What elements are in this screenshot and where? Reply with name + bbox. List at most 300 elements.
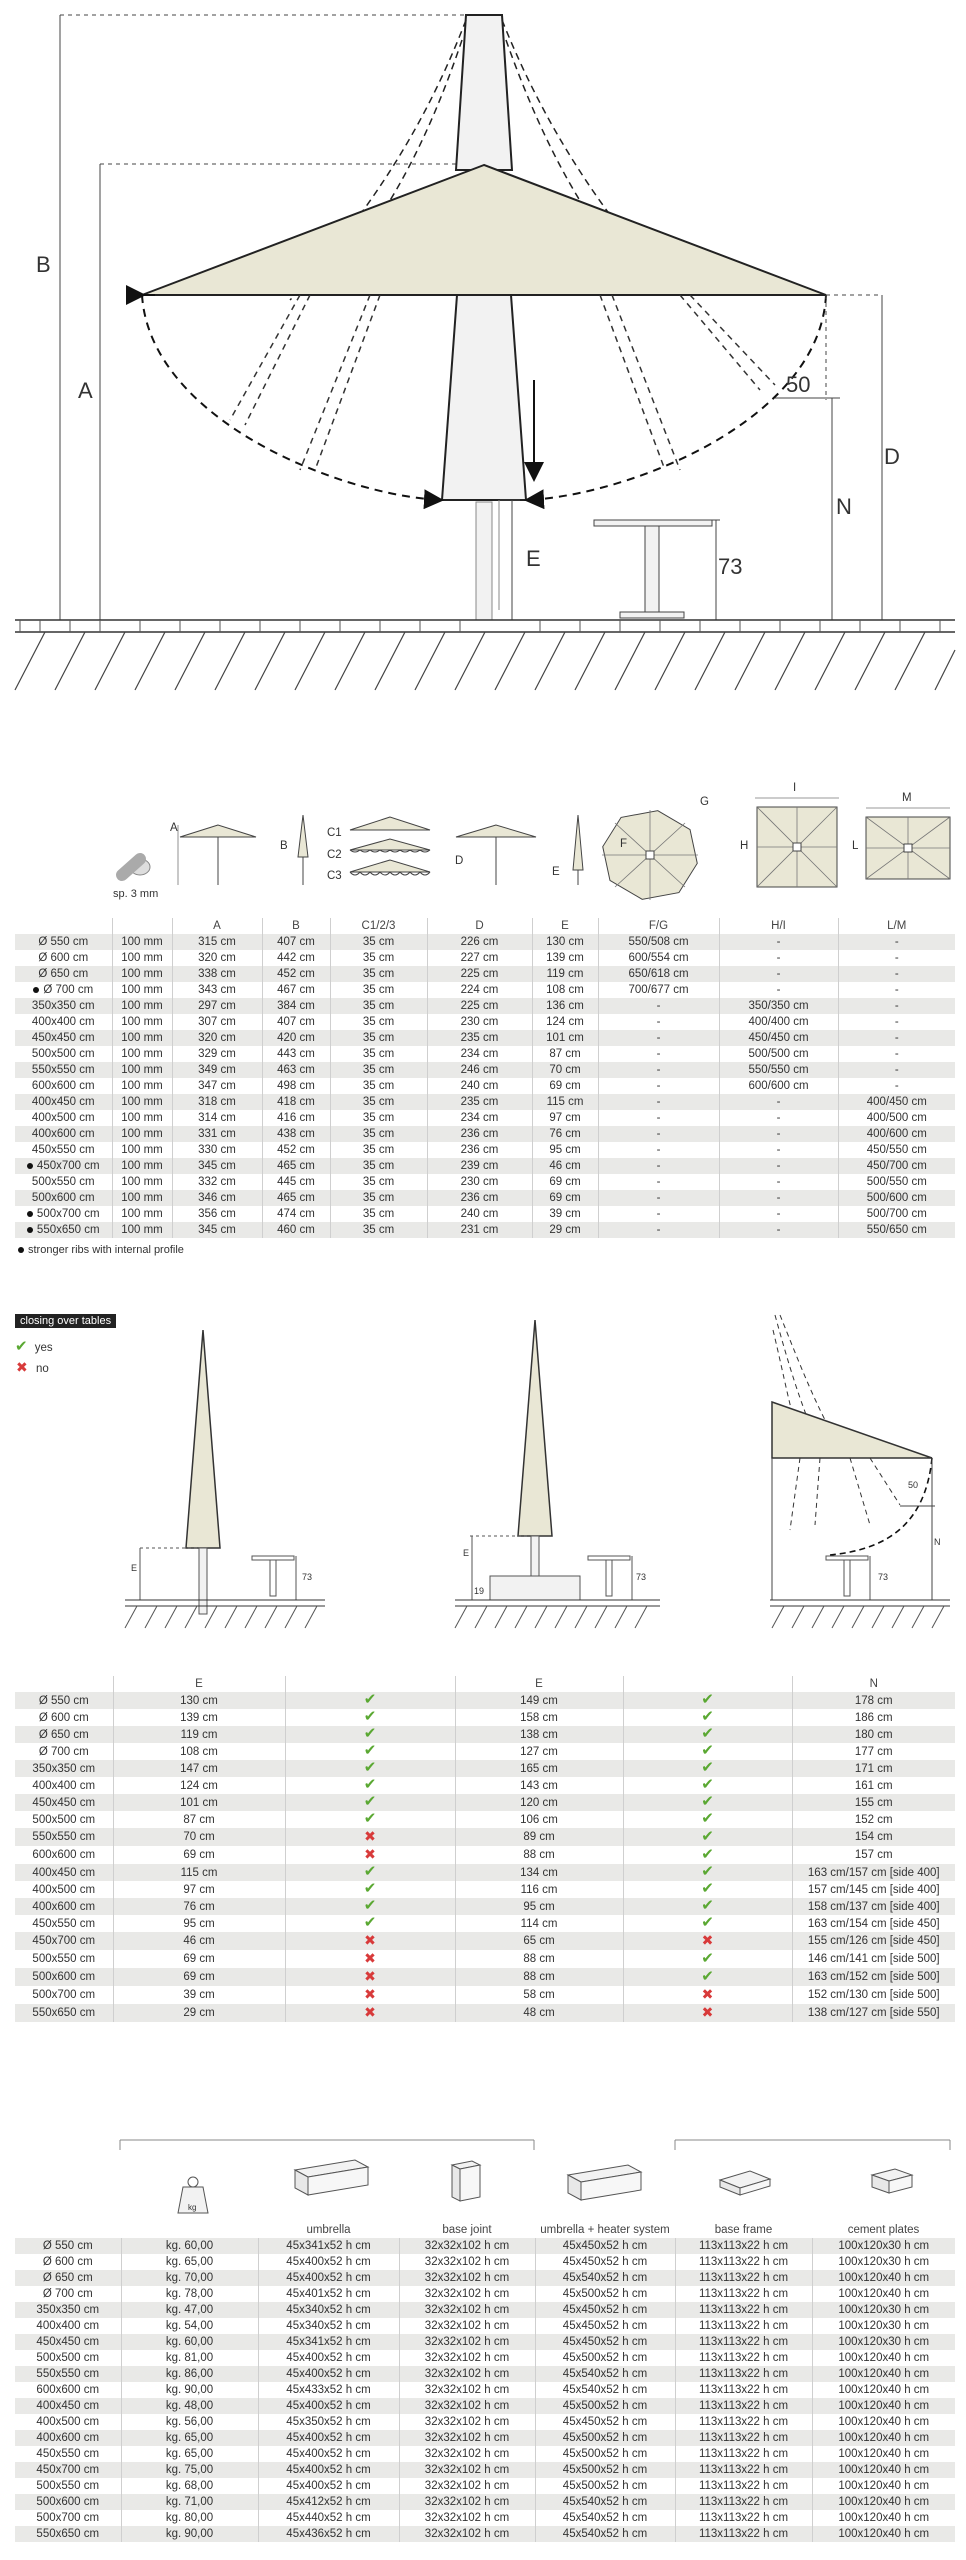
cell-value: 35 cm [362, 1080, 395, 1092]
table-cell [598, 950, 719, 966]
table-cell [330, 1158, 427, 1174]
table-cell [399, 2302, 535, 2318]
table-cell [598, 1142, 719, 1158]
table-cell [535, 2334, 675, 2350]
table-cell [330, 1190, 427, 1206]
table-cell [15, 2478, 121, 2494]
table-cell [15, 2238, 121, 2254]
table-cell [792, 1968, 955, 1986]
check-icon: ✔ [701, 1709, 714, 1725]
cell-value: 48 cm [523, 2007, 555, 2019]
check-icon: ✔ [363, 1709, 377, 1725]
cell-value: 88 cm [523, 1849, 555, 1861]
table-cell [427, 1190, 532, 1206]
cell-value: 450x550 cm [36, 2448, 100, 2460]
table-cell [121, 2286, 258, 2302]
table-row [15, 1126, 955, 1142]
cell-value: 400x600 cm [36, 2432, 100, 2444]
cross-icon: ✖ [364, 1968, 376, 1984]
table-cell [675, 2366, 812, 2382]
table-cell [262, 1062, 330, 1078]
check-icon: ✔ [701, 1898, 714, 1914]
cell-value: 177 cm [854, 1745, 893, 1758]
table-cell [792, 1846, 955, 1864]
cell-value: 45x433x52 h cm [286, 2384, 371, 2396]
cell-value: 350/350 cm [748, 1000, 809, 1012]
table-cell [15, 2462, 121, 2478]
cell-value: 45x440x52 h cm [286, 2512, 371, 2524]
cell-value: 45x400x52 h cm [286, 2256, 371, 2268]
cell-value: 224 cm [460, 984, 499, 996]
cell-value: 500x700 cm [32, 1989, 96, 2001]
check-icon: ✔ [701, 1864, 714, 1880]
table-cell [838, 1030, 955, 1046]
table-cell [675, 2510, 812, 2526]
cell-value: 450x700 cm [36, 1160, 100, 1172]
table1-header-7: F/G [598, 918, 719, 934]
cell-value: 69 cm [183, 1953, 215, 1965]
cell-value: kg. 65,00 [165, 2256, 214, 2268]
table-row [15, 1828, 955, 1846]
table-cell [121, 2334, 258, 2350]
closing-label-19: 19 [474, 1586, 485, 1596]
cell-value: - [776, 1208, 781, 1220]
cell-value: 124 cm [546, 1016, 584, 1028]
table-cell [399, 2334, 535, 2350]
table-row [15, 1158, 955, 1174]
table-cell [330, 1126, 427, 1142]
table-cell [792, 1777, 955, 1794]
table-cell [455, 1777, 623, 1794]
table-cell [113, 1915, 285, 1932]
row-size-cell [15, 1014, 112, 1030]
table-cell [15, 1915, 113, 1932]
cell-value: 500x500 cm [36, 2352, 100, 2364]
table-cell [258, 2414, 399, 2430]
table-cell [623, 1811, 792, 1828]
cell-value: 234 cm [460, 1112, 499, 1124]
cell-value: 32x32x102 h cm [424, 2464, 510, 2476]
table-cell [262, 998, 330, 1014]
table-cell [15, 1881, 113, 1898]
icon-label-b: B [280, 840, 288, 852]
cell-value: 438 cm [277, 1128, 315, 1140]
cell-value: Ø 700 cm [43, 984, 94, 996]
cell-value: 32x32x102 h cm [424, 2528, 510, 2540]
cell-value: 155 cm [854, 1796, 893, 1809]
table-cell [719, 1094, 838, 1110]
table-cell [427, 1030, 532, 1046]
cell-value: 154 cm [854, 1831, 893, 1843]
cell-value: 500/700 cm [866, 1208, 927, 1220]
cell-value: 100x120x40 h cm [838, 2496, 930, 2508]
cell-value: 246 cm [460, 1064, 499, 1076]
table-cell [121, 2270, 258, 2286]
table-row [15, 1206, 955, 1222]
cell-value: 331 cm [198, 1128, 236, 1140]
table-row [15, 1881, 955, 1898]
cell-value: 113x113x22 h cm [698, 2464, 789, 2476]
icon-label-m: M [902, 792, 912, 804]
cell-value: 100 mm [121, 1064, 163, 1076]
table-cell [812, 2478, 955, 2494]
table-cell [330, 950, 427, 966]
cell-value: 235 cm [460, 1096, 499, 1108]
cell-value: 315 cm [198, 936, 236, 948]
icon-label-a: A [170, 822, 178, 834]
table-cell [535, 2302, 675, 2318]
cross-icon: ✖ [364, 1846, 376, 1862]
table-cell [399, 2494, 535, 2510]
table-cell [262, 1078, 330, 1094]
cell-value: 45x540x52 h cm [562, 2272, 648, 2284]
table3-header-5: base frame [714, 2224, 773, 2236]
table-row [15, 2270, 955, 2286]
check-icon: ✔ [363, 1777, 377, 1793]
table-cell [675, 2462, 812, 2478]
table-cell [838, 1142, 955, 1158]
cell-value: 550x550 cm [36, 2368, 100, 2380]
table-cell [330, 966, 427, 982]
table1-header-3: B [262, 918, 330, 934]
cell-value: 400/400 cm [748, 1016, 809, 1028]
table-cell [532, 1014, 598, 1030]
cell-value: 101 cm [180, 1796, 218, 1809]
table-cell [719, 1030, 838, 1046]
table-cell [598, 998, 719, 1014]
cell-value: 119 cm [180, 1728, 218, 1741]
cell-value: 69 cm [549, 1080, 581, 1092]
table-cell [258, 2494, 399, 2510]
table-row [15, 2286, 955, 2302]
cell-value: 400x500 cm [31, 1112, 95, 1124]
cell-value: 400/500 cm [866, 1112, 927, 1124]
row-size-cell [15, 1158, 112, 1174]
table-row [15, 1777, 955, 1794]
dim-label-fifty: 50 [786, 372, 811, 397]
table-cell [675, 2430, 812, 2446]
table-cell [455, 1709, 623, 1726]
cell-value: kg. 90,00 [165, 2384, 214, 2396]
cell-value: 87 cm [183, 1813, 215, 1826]
table-cell [113, 1794, 285, 1811]
cell-value: 450/550 cm [866, 1144, 927, 1156]
table-cell [623, 1932, 792, 1950]
cell-value: 32x32x102 h cm [424, 2400, 510, 2412]
table-cell [172, 1222, 262, 1238]
table-cell [812, 2414, 955, 2430]
table-cell [838, 966, 955, 982]
cell-value: 76 cm [183, 1900, 215, 1913]
reinforced-marker-icon [27, 1227, 33, 1233]
table-row [15, 1726, 955, 1743]
table-cell [258, 2446, 399, 2462]
table-cell [535, 2446, 675, 2462]
row-size-cell [15, 1142, 112, 1158]
table-cell [598, 966, 719, 982]
cell-value: 314 cm [198, 1112, 236, 1124]
table1-header-9: L/M [838, 918, 955, 934]
cell-value: - [776, 1112, 781, 1124]
open-umbrella-diagram-3 [770, 1315, 950, 1628]
cell-value: 45x540x52 h cm [562, 2368, 648, 2380]
cell-value: 236 cm [460, 1144, 499, 1156]
cell-value: 113x113x22 h cm [698, 2496, 789, 2508]
table-cell [112, 1142, 172, 1158]
cross-icon: ✖ [364, 2004, 376, 2020]
cell-value: 35 cm [362, 1016, 395, 1028]
icon-label-e: E [552, 866, 560, 878]
table-cell [330, 1094, 427, 1110]
table-cell [598, 1158, 719, 1174]
cell-value: 550x650 cm [36, 2528, 100, 2540]
cell-value: 100 mm [121, 1096, 163, 1108]
cell-value: 234 cm [460, 1048, 499, 1060]
table-cell [258, 2286, 399, 2302]
cell-value: 347 cm [198, 1080, 236, 1092]
table-cell [330, 1174, 427, 1190]
cell-value: 89 cm [523, 1831, 555, 1843]
cell-value: 346 cm [198, 1192, 236, 1204]
cell-value: 114 cm [520, 1917, 558, 1930]
cell-value: 113x113x22 h cm [698, 2480, 789, 2492]
cell-value: 400x400 cm [36, 2320, 100, 2332]
table-cell [15, 2286, 121, 2302]
cell-value: 332 cm [198, 1176, 236, 1188]
cell-value: 460 cm [277, 1224, 315, 1236]
table-cell [113, 1881, 285, 1898]
table-cell [330, 1014, 427, 1030]
table-cell [112, 1190, 172, 1206]
cell-value: 239 cm [460, 1160, 499, 1172]
table-cell [113, 1828, 285, 1846]
cell-value: 407 cm [277, 936, 315, 948]
table-cell [532, 966, 598, 982]
table2-header-3: E [455, 1676, 623, 1692]
table-cell [285, 1811, 455, 1828]
icon-label-c1: C1 [327, 827, 342, 839]
closing-label-e-2: E [463, 1548, 470, 1558]
cell-value: 400/600 cm [866, 1128, 927, 1140]
table-cell [330, 1142, 427, 1158]
cell-value: 100x120x40 h cm [838, 2480, 930, 2492]
umbrella-heater-box-icon [568, 2165, 641, 2200]
cell-value: kg. 65,00 [165, 2432, 214, 2444]
table-cell [172, 934, 262, 950]
table-cell [285, 1828, 455, 1846]
table-row [15, 982, 955, 998]
table-cell [15, 1709, 113, 1726]
table-cell [285, 2004, 455, 2022]
cell-value: - [894, 1048, 899, 1060]
table-row [15, 2478, 955, 2494]
table-row [15, 1190, 955, 1206]
cell-value: 463 cm [277, 1064, 315, 1076]
table-cell [262, 966, 330, 982]
cell-value: Ø 550 cm [42, 2240, 93, 2252]
table-cell [838, 934, 955, 950]
table-cell [330, 982, 427, 998]
cell-value: 465 cm [277, 1160, 315, 1172]
cell-value: 400x400 cm [31, 1016, 95, 1028]
cell-value: 32x32x102 h cm [424, 2288, 510, 2300]
table-cell [262, 1094, 330, 1110]
check-icon: ✔ [363, 1898, 377, 1914]
cell-value: 320 cm [198, 1032, 236, 1044]
cell-value: - [776, 936, 781, 948]
table-cell [427, 1078, 532, 1094]
table-cell [15, 2446, 121, 2462]
table-cell [285, 1881, 455, 1898]
cell-value: 146 cm/141 cm [side 500] [807, 1953, 940, 1965]
table-cell [121, 2318, 258, 2334]
cell-value: 400x600 cm [32, 1900, 96, 1913]
icon-label-g: G [700, 796, 709, 808]
table-cell [15, 2414, 121, 2430]
table-cell [330, 1030, 427, 1046]
table-cell [121, 2350, 258, 2366]
table-cell [535, 2366, 675, 2382]
table-cell [719, 1078, 838, 1094]
table-cell [113, 1950, 285, 1968]
cell-value: - [776, 1192, 781, 1204]
table-cell [792, 1932, 955, 1950]
cell-value: kg. 47,00 [165, 2304, 214, 2316]
table-cell [172, 998, 262, 1014]
cell-value: 139 cm [180, 1711, 218, 1724]
table-cell [838, 1158, 955, 1174]
cell-value: - [894, 1000, 899, 1012]
cell-value: 29 cm [183, 2007, 215, 2019]
table-cell [838, 1110, 955, 1126]
table-cell [15, 1794, 113, 1811]
cell-value: 349 cm [198, 1064, 236, 1076]
table2-header-2 [285, 1676, 455, 1692]
table-cell [399, 2526, 535, 2542]
cell-value: 100 mm [121, 936, 163, 948]
cell-value: 550/650 cm [866, 1224, 927, 1236]
cell-value: 35 cm [362, 1096, 395, 1108]
table-cell [455, 1915, 623, 1932]
table-cell [675, 2414, 812, 2430]
table-cell [532, 1094, 598, 1110]
row-size-cell [15, 1030, 112, 1046]
table-cell [112, 1078, 172, 1094]
cell-value: 138 cm/127 cm [side 550] [807, 2007, 940, 2019]
table-cell [262, 1110, 330, 1126]
check-icon: ✔ [363, 1743, 377, 1759]
table-cell [598, 1094, 719, 1110]
cell-value: 100 mm [121, 1080, 163, 1092]
table-cell [792, 1726, 955, 1743]
cell-value: - [656, 1032, 661, 1044]
check-icon: ✔ [363, 1760, 377, 1776]
table-cell [399, 2414, 535, 2430]
table-cell [399, 2382, 535, 2398]
cell-value: 88 cm [523, 1971, 555, 1983]
table-cell [15, 1828, 113, 1846]
cell-value: - [776, 1144, 781, 1156]
table-cell [112, 1222, 172, 1238]
cell-value: Ø 550 cm [38, 1694, 89, 1707]
table-cell [113, 1726, 285, 1743]
cell-value: 100 mm [121, 1048, 163, 1060]
dim-label-73: 73 [718, 554, 743, 579]
check-icon: ✔ [701, 1777, 714, 1793]
table-cell [121, 2446, 258, 2462]
cell-value: 35 cm [362, 936, 395, 948]
cell-value: 152 cm [854, 1813, 893, 1826]
table-cell [112, 1014, 172, 1030]
row-size-cell [15, 1046, 112, 1062]
cell-value: 240 cm [460, 1208, 499, 1220]
table-cell [113, 1709, 285, 1726]
table-cell [455, 1828, 623, 1846]
cell-value: - [656, 1000, 661, 1012]
table-cell [262, 1190, 330, 1206]
table-cell [719, 1206, 838, 1222]
table-cell [623, 1846, 792, 1864]
table-cell [399, 2350, 535, 2366]
table-cell [427, 1126, 532, 1142]
table1-header-0 [15, 918, 112, 934]
table-cell [792, 1864, 955, 1881]
cross-icon: ✖ [16, 1359, 28, 1375]
cell-value: kg. 60,00 [165, 2240, 214, 2252]
cell-value: 45x500x52 h cm [562, 2352, 648, 2364]
cell-value: - [656, 1048, 661, 1060]
table-cell [598, 1078, 719, 1094]
cell-value: 400x600 cm [31, 1128, 95, 1140]
table-cell [532, 1030, 598, 1046]
cell-value: 231 cm [460, 1224, 499, 1236]
cell-value: 35 cm [362, 1000, 395, 1012]
cell-value: kg. 86,00 [165, 2368, 214, 2380]
cell-value: 130 cm [180, 1694, 218, 1707]
cell-value: 35 cm [362, 1224, 395, 1236]
table-cell [15, 1811, 113, 1828]
cell-value: 100x120x30 h cm [838, 2336, 930, 2348]
table-cell [623, 1760, 792, 1777]
table-row [15, 1692, 955, 1709]
table-cell [285, 1898, 455, 1915]
cell-value: 450/450 cm [748, 1032, 809, 1044]
cell-value: 113x113x22 h cm [698, 2400, 789, 2412]
cell-value: 550x550 cm [31, 1064, 95, 1076]
icon-label-f: F [620, 838, 628, 850]
cross-icon: ✖ [701, 2004, 714, 2020]
table-cell [285, 1777, 455, 1794]
table-cell [172, 1030, 262, 1046]
table-cell [285, 1726, 455, 1743]
cell-value: 58 cm [523, 1989, 555, 2001]
table-cell [719, 1046, 838, 1062]
table-cell [121, 2366, 258, 2382]
cell-value: 227 cm [460, 952, 499, 964]
cell-value: 297 cm [198, 1000, 236, 1012]
table-cell [623, 1828, 792, 1846]
cell-value: 450x700 cm [36, 2464, 100, 2476]
table-cell [838, 1078, 955, 1094]
cell-value: 100x120x30 h cm [838, 2240, 930, 2252]
cell-value: 32x32x102 h cm [424, 2336, 510, 2348]
table-cell [598, 1014, 719, 1030]
table-cell [838, 982, 955, 998]
cell-value: - [656, 1208, 661, 1220]
table-cell [623, 2004, 792, 2022]
cell-value: 69 cm [549, 1176, 581, 1188]
table-cell [427, 1174, 532, 1190]
